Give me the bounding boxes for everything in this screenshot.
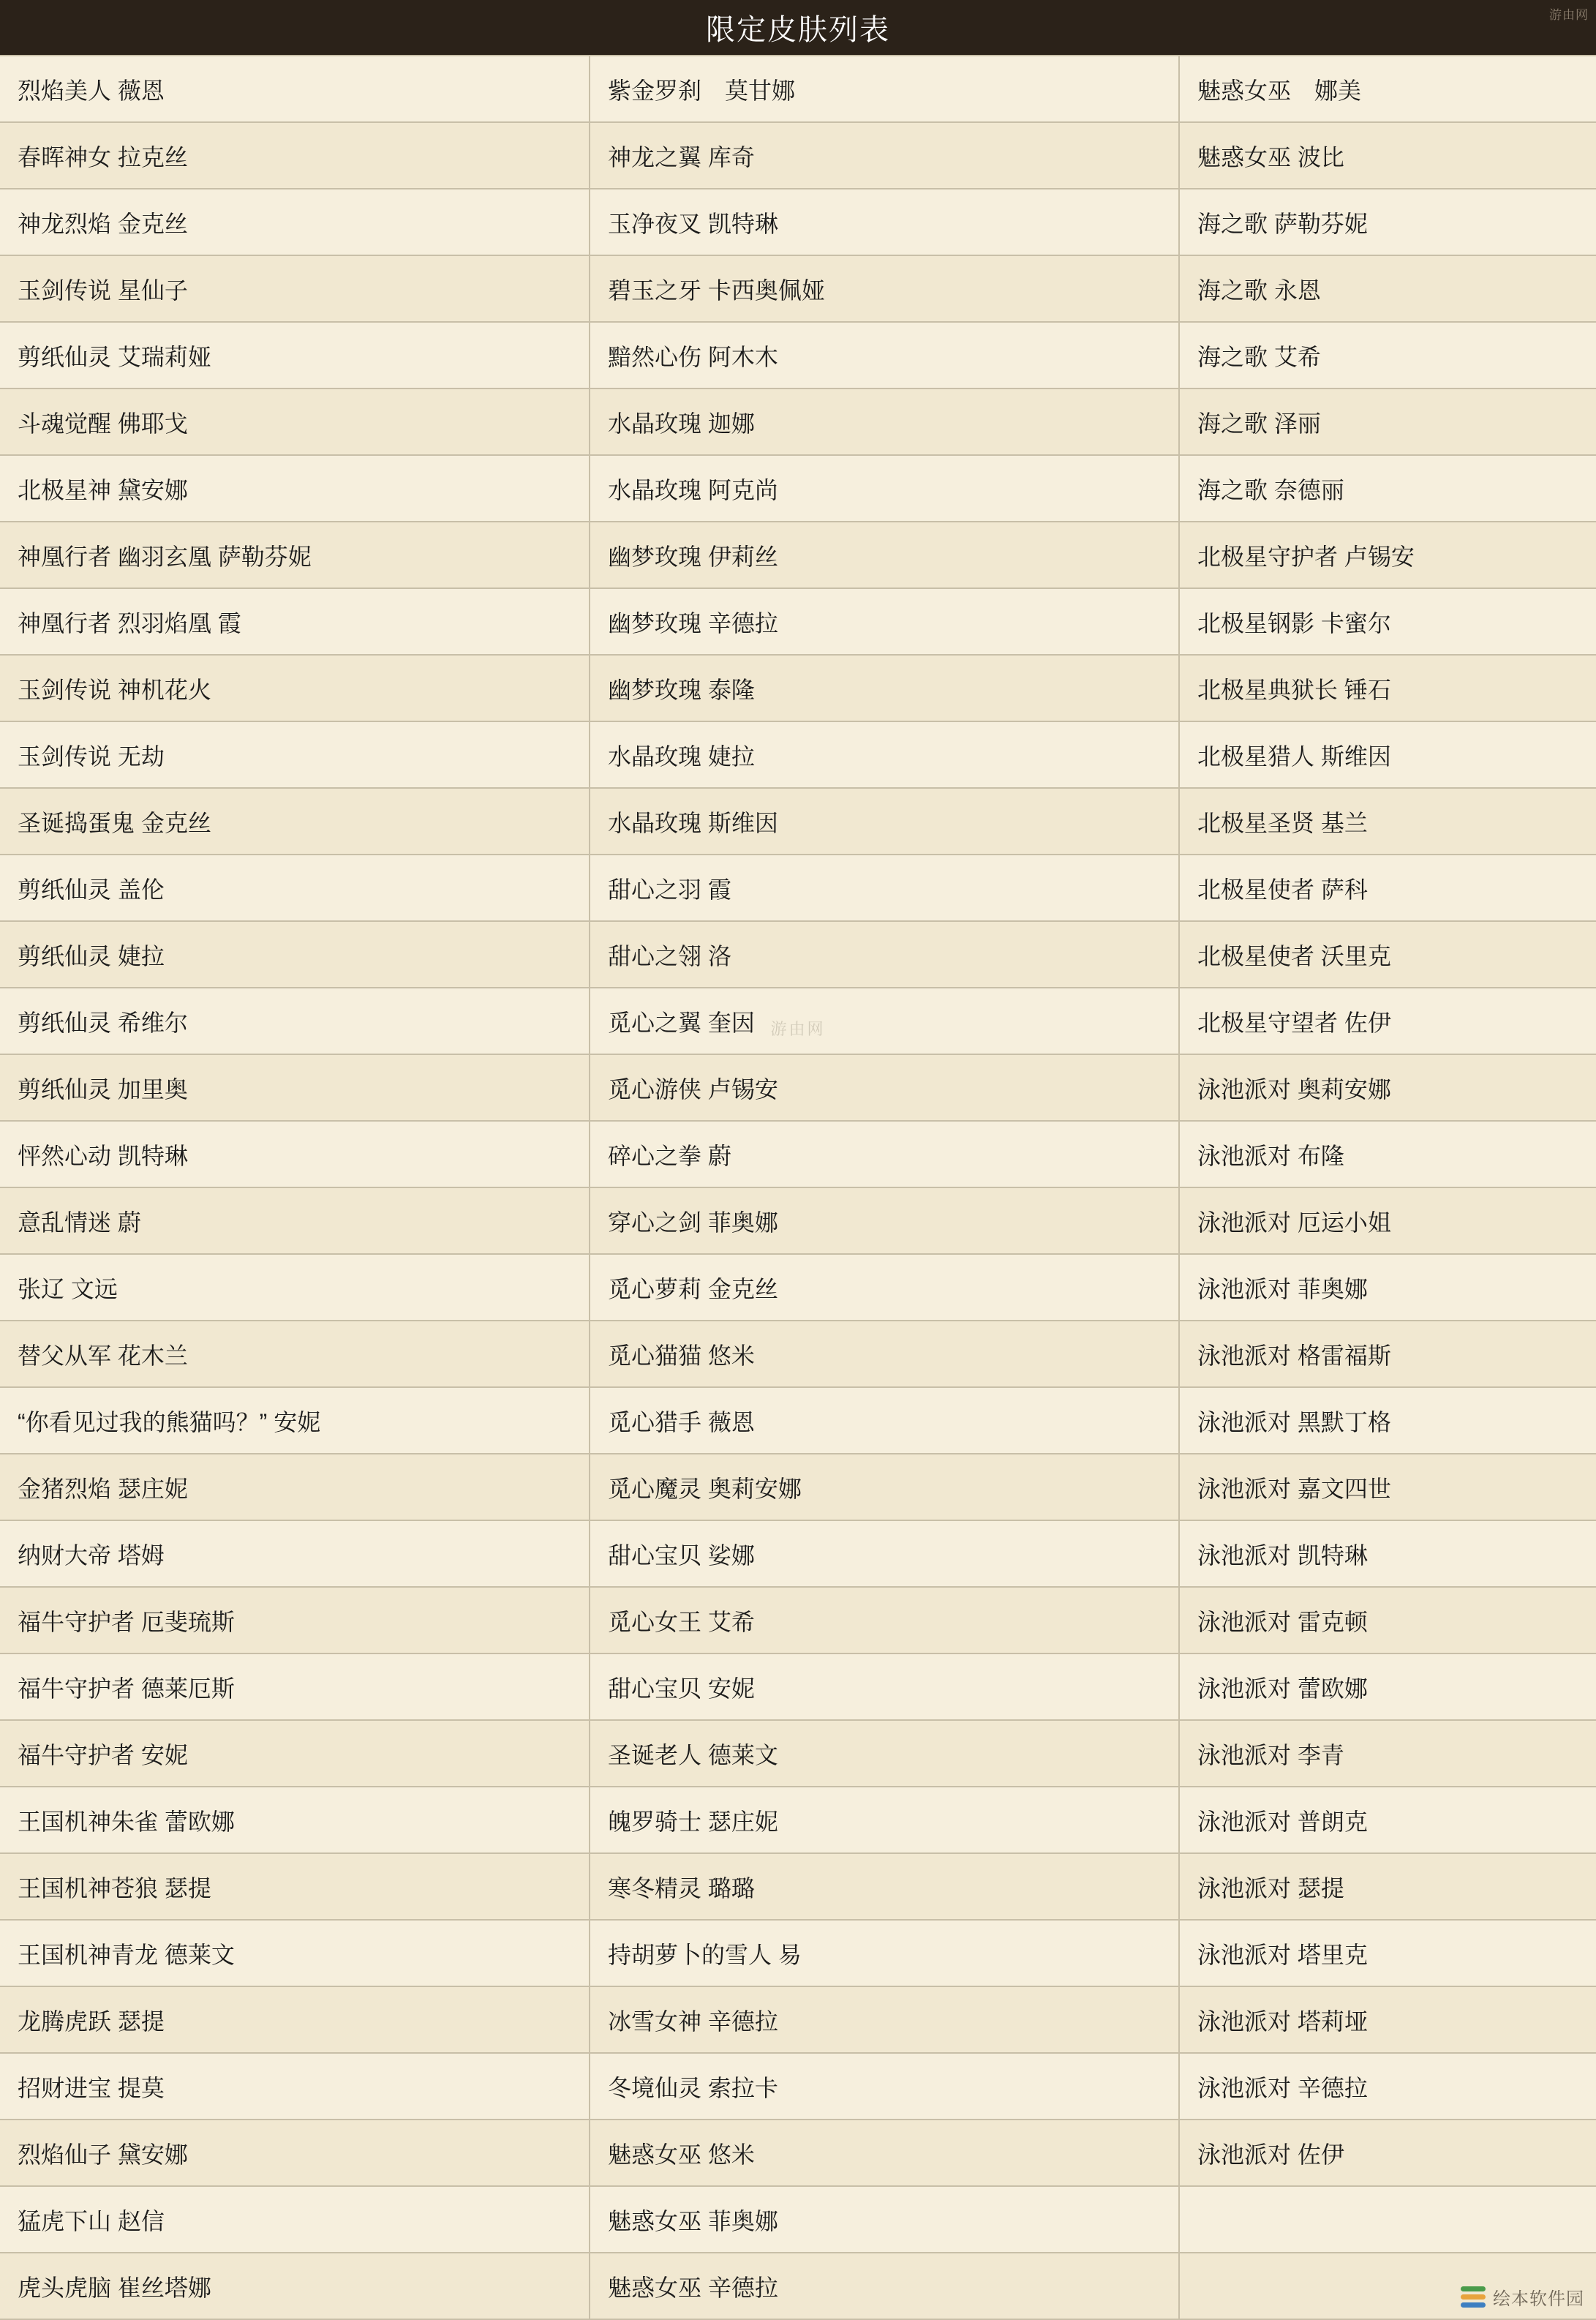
- skin-name-cell: 泳池派对 塔莉垭: [1179, 1986, 1596, 2053]
- skin-name-cell: 张辽 文远: [0, 1254, 590, 1321]
- table-row: [0, 921, 1596, 988]
- skin-name-cell: 魅惑女巫 辛德拉: [590, 2253, 1179, 2319]
- skin-name-cell: 寒冬精灵 璐璐: [590, 1853, 1179, 1920]
- skin-name-cell: 碧玉之牙 卡西奥佩娅: [590, 255, 1179, 322]
- skin-name-cell: 幽梦玫瑰 泰隆: [590, 655, 1179, 721]
- skin-name-cell: 甜心宝贝 娑娜: [590, 1520, 1179, 1587]
- table-row: [0, 455, 1596, 522]
- table-row: [0, 2120, 1596, 2186]
- table-row: [0, 721, 1596, 788]
- skin-name-cell: 福牛守护者 安妮: [0, 1720, 590, 1787]
- table-row: [0, 855, 1596, 921]
- skin-name-cell: 水晶玫瑰 迦娜: [590, 388, 1179, 455]
- skin-name-cell: 海之歌 奈德丽: [1179, 455, 1596, 522]
- skin-name-cell: 海之歌 萨勒芬妮: [1179, 189, 1596, 255]
- table-row: [0, 255, 1596, 322]
- table-row: [0, 1321, 1596, 1387]
- skin-name-cell: 魅惑女巫 娜美: [1179, 56, 1596, 122]
- table-row: [0, 2253, 1596, 2319]
- skin-name-cell: “你看见过我的熊猫吗？” 安妮: [0, 1387, 590, 1454]
- skin-name-cell: 招财进宝 提莫: [0, 2053, 590, 2120]
- watermark-top-right: 游由网: [1549, 8, 1589, 22]
- table-row: [0, 1254, 1596, 1321]
- table-row: [0, 1720, 1596, 1787]
- skin-name-cell: 意乱情迷 蔚: [0, 1187, 590, 1254]
- skin-name-cell: 玉净夜叉 凯特琳: [590, 189, 1179, 255]
- table-row: [0, 1653, 1596, 1720]
- skin-name-cell: 魅惑女巫 悠米: [590, 2120, 1179, 2186]
- title-bar: [0, 0, 1596, 55]
- skin-name-cell: 王国机神青龙 德莱文: [0, 1920, 590, 1986]
- skin-name-cell: 猛虎下山 赵信: [0, 2186, 590, 2253]
- table-row: [0, 122, 1596, 189]
- skin-name-cell: 幽梦玫瑰 辛德拉: [590, 588, 1179, 655]
- table-row: [0, 1454, 1596, 1520]
- skin-name-cell: 神龙之翼 库奇: [590, 122, 1179, 189]
- skin-name-cell: 冰雪女神 辛德拉: [590, 1986, 1179, 2053]
- skin-name-cell: 黯然心伤 阿木木: [590, 322, 1179, 388]
- skin-name-cell: 龙腾虎跃 瑟提: [0, 1986, 590, 2053]
- skin-name-cell: 觅心萝莉 金克丝: [590, 1254, 1179, 1321]
- skin-name-cell: 泳池派对 辛德拉: [1179, 2053, 1596, 2120]
- skin-name-cell: 虎头虎脑 崔丝塔娜: [0, 2253, 590, 2319]
- skin-name-cell: [1179, 2186, 1596, 2253]
- skin-name-cell: 泳池派对 李青: [1179, 1720, 1596, 1787]
- skin-name-cell: 泳池派对 佐伊: [1179, 2120, 1596, 2186]
- skin-name-cell: 水晶玫瑰 斯维因: [590, 788, 1179, 855]
- skin-name-cell: 剪纸仙灵 希维尔: [0, 988, 590, 1054]
- skin-name-cell: 春晖神女 拉克丝: [0, 122, 590, 189]
- skin-name-cell: 北极星守护者 卢锡安: [1179, 522, 1596, 588]
- skin-name-cell: 纳财大帝 塔姆: [0, 1520, 590, 1587]
- skin-name-cell: 幽梦玫瑰 伊莉丝: [590, 522, 1179, 588]
- skin-name-cell: 持胡萝卜的雪人 易: [590, 1920, 1179, 1986]
- table-row: [0, 1387, 1596, 1454]
- skin-name-cell: 泳池派对 塔里克: [1179, 1920, 1596, 1986]
- skin-name-cell: 水晶玫瑰 婕拉: [590, 721, 1179, 788]
- table-row: [0, 1587, 1596, 1653]
- skin-name-cell: 烈焰美人 薇恩: [0, 56, 590, 122]
- skin-name-cell: 泳池派对 菲奥娜: [1179, 1254, 1596, 1321]
- skin-name-cell: 泳池派对 嘉文四世: [1179, 1454, 1596, 1520]
- table-row: [0, 1520, 1596, 1587]
- skin-name-cell: 泳池派对 蕾欧娜: [1179, 1653, 1596, 1720]
- skin-name-cell: 海之歌 永恩: [1179, 255, 1596, 322]
- table-row: [0, 1187, 1596, 1254]
- watermark-center: 游由网: [770, 1020, 826, 1038]
- skin-name-cell: 福牛守护者 厄斐琉斯: [0, 1587, 590, 1653]
- skin-name-cell: 泳池派对 布隆: [1179, 1121, 1596, 1187]
- skin-name-cell: 北极星钢影 卡蜜尔: [1179, 588, 1596, 655]
- skin-name-cell: 烈焰仙子 黛安娜: [0, 2120, 590, 2186]
- skin-name-cell: 斗魂觉醒 佛耶戈: [0, 388, 590, 455]
- skin-name-cell: 甜心之翎 洛: [590, 921, 1179, 988]
- table-row: [0, 56, 1596, 122]
- skin-name-cell: 冬境仙灵 索拉卡: [590, 2053, 1179, 2120]
- skin-name-cell: 紫金罗刹 莫甘娜: [590, 56, 1179, 122]
- table-row: [0, 189, 1596, 255]
- skin-name-cell: 碎心之拳 蔚: [590, 1121, 1179, 1187]
- skin-name-cell: 觅心之翼 奎因: [590, 988, 1179, 1054]
- skin-list-table: [0, 55, 1596, 2320]
- skin-name-cell: 穿心之剑 菲奥娜: [590, 1187, 1179, 1254]
- skin-name-cell: 泳池派对 格雷福斯: [1179, 1321, 1596, 1387]
- watermark-site-name: 绘本软件园: [1493, 2289, 1584, 2309]
- skin-name-cell: 神凰行者 烈羽焰凰 霞: [0, 588, 590, 655]
- skin-name-cell: 泳池派对 奥莉安娜: [1179, 1054, 1596, 1121]
- skin-name-cell: 玉剑传说 神机花火: [0, 655, 590, 721]
- skin-name-cell: 魅惑女巫 菲奥娜: [590, 2186, 1179, 2253]
- skin-name-cell: 剪纸仙灵 艾瑞莉娅: [0, 322, 590, 388]
- page-title: 限定皮肤列表: [706, 14, 890, 46]
- table-row: [0, 588, 1596, 655]
- skin-name-cell: 北极星猎人 斯维因: [1179, 721, 1596, 788]
- skin-name-cell: 北极星圣贤 基兰: [1179, 788, 1596, 855]
- skin-name-cell: 北极星典狱长 锤石: [1179, 655, 1596, 721]
- skin-name-cell: 北极星使者 萨科: [1179, 855, 1596, 921]
- skin-name-cell: 神凰行者 幽羽玄凰 萨勒芬妮: [0, 522, 590, 588]
- table-row: [0, 988, 1596, 1054]
- table-row: [0, 1920, 1596, 1986]
- skin-name-cell: 觅心猎手 薇恩: [590, 1387, 1179, 1454]
- skin-name-cell: 北极星神 黛安娜: [0, 455, 590, 522]
- skin-name-cell: 替父从军 花木兰: [0, 1321, 590, 1387]
- table-row: [0, 655, 1596, 721]
- skin-name-cell: 王国机神苍狼 瑟提: [0, 1853, 590, 1920]
- skin-name-cell: 剪纸仙灵 婕拉: [0, 921, 590, 988]
- skin-name-cell: 觅心猫猫 悠米: [590, 1321, 1179, 1387]
- table-row: [0, 1054, 1596, 1121]
- table-row: [0, 1853, 1596, 1920]
- skin-name-cell: 北极星守望者 佐伊: [1179, 988, 1596, 1054]
- table-row: [0, 1986, 1596, 2053]
- skin-name-cell: 觅心游侠 卢锡安: [590, 1054, 1179, 1121]
- skin-name-cell: 泳池派对 黑默丁格: [1179, 1387, 1596, 1454]
- skin-name-cell: 泳池派对 厄运小姐: [1179, 1187, 1596, 1254]
- skin-name-cell: 怦然心动 凯特琳: [0, 1121, 590, 1187]
- skin-name-cell: 泳池派对 普朗克: [1179, 1787, 1596, 1853]
- skin-name-cell: 圣诞老人 德莱文: [590, 1720, 1179, 1787]
- skin-name-cell: 泳池派对 瑟提: [1179, 1853, 1596, 1920]
- skin-name-cell: 玉剑传说 星仙子: [0, 255, 590, 322]
- table-row: [0, 1121, 1596, 1187]
- skin-name-cell: 觅心女王 艾希: [590, 1587, 1179, 1653]
- skin-name-cell: 北极星使者 沃里克: [1179, 921, 1596, 988]
- skin-name-cell: 福牛守护者 德莱厄斯: [0, 1653, 590, 1720]
- table-row: [0, 788, 1596, 855]
- skin-name-cell: 金猪烈焰 瑟庄妮: [0, 1454, 590, 1520]
- table-row: [0, 322, 1596, 388]
- skin-name-cell: 甜心之羽 霞: [590, 855, 1179, 921]
- skin-name-cell: 泳池派对 凯特琳: [1179, 1520, 1596, 1587]
- skin-name-cell: 魅惑女巫 波比: [1179, 122, 1596, 189]
- skin-name-cell: 泳池派对 雷克顿: [1179, 1587, 1596, 1653]
- table-row: [0, 388, 1596, 455]
- skin-name-cell: 神龙烈焰 金克丝: [0, 189, 590, 255]
- skin-name-cell: 水晶玫瑰 阿克尚: [590, 455, 1179, 522]
- skin-name-cell: 甜心宝贝 安妮: [590, 1653, 1179, 1720]
- table-row: [0, 2186, 1596, 2253]
- skin-name-cell: 圣诞捣蛋鬼 金克丝: [0, 788, 590, 855]
- skin-name-cell: 海之歌 泽丽: [1179, 388, 1596, 455]
- skin-name-cell: [1179, 2253, 1596, 2319]
- skin-name-cell: 剪纸仙灵 加里奥: [0, 1054, 590, 1121]
- skin-name-cell: 觅心魔灵 奥莉安娜: [590, 1454, 1179, 1520]
- table-row: [0, 1787, 1596, 1853]
- skin-name-cell: 魄罗骑士 瑟庄妮: [590, 1787, 1179, 1853]
- skin-name-cell: 王国机神朱雀 蕾欧娜: [0, 1787, 590, 1853]
- table-row: [0, 2053, 1596, 2120]
- skin-name-cell: 海之歌 艾希: [1179, 322, 1596, 388]
- table-row: [0, 522, 1596, 588]
- skin-name-cell: 玉剑传说 无劫: [0, 721, 590, 788]
- skin-name-cell: 剪纸仙灵 盖伦: [0, 855, 590, 921]
